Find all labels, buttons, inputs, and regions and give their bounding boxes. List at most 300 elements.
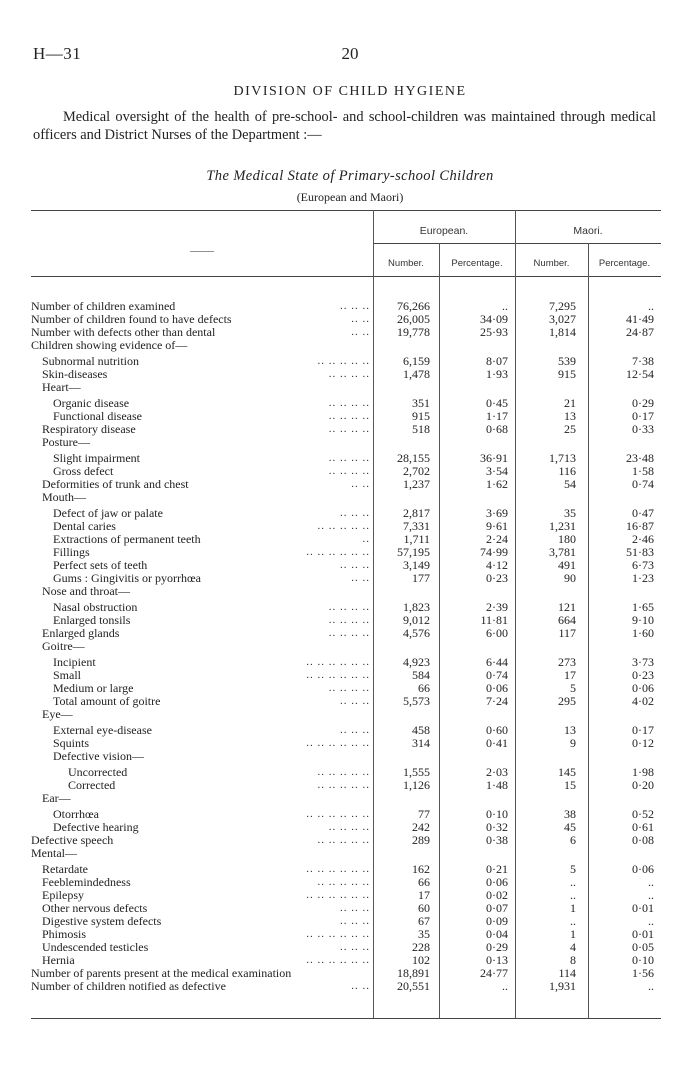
row-leader-dots: .. .. .. .. .. ..: [306, 928, 370, 940]
row-leader-dots: .. .. ..: [340, 559, 370, 571]
cell-maori-percentage: 16·87: [626, 519, 654, 533]
cell-european-number: [373, 847, 430, 860]
table-row: [31, 792, 661, 805]
row-leader-dots: .. .. .. ..: [328, 410, 370, 422]
table-top-rule: [31, 210, 661, 211]
table-subtitle: (European and Maori): [296, 190, 404, 204]
cell-european-percentage: 8·07: [486, 354, 508, 368]
cell-european-percentage: 0·45: [486, 396, 508, 410]
cell-european-percentage: 6·44: [486, 655, 508, 669]
division-title: DIVISION OF CHILD HYGIENE: [233, 84, 467, 99]
row-leader-dots: .. .. .. .. .. ..: [306, 863, 370, 875]
table-row: [31, 491, 661, 504]
table-row: [31, 708, 661, 721]
table-row: [31, 779, 661, 792]
row-label: Eye—: [42, 707, 73, 721]
cell-european-percentage: 1·93: [486, 367, 508, 381]
row-leader-dots: .. .. .. .. .. ..: [306, 808, 370, 820]
cell-european-number: 9,012: [403, 613, 430, 627]
row-label: Slight impairment: [53, 451, 140, 465]
cell-maori-percentage: [591, 640, 654, 653]
cell-maori-percentage: 1·98: [632, 765, 654, 779]
cell-maori-number: 45: [564, 820, 576, 834]
cell-european-number: 1,478: [403, 367, 430, 381]
table-row: [31, 915, 661, 928]
cell-maori-percentage: 0·17: [632, 409, 654, 423]
cell-maori-number: 90: [564, 571, 576, 585]
cell-european-number: 4,576: [403, 626, 430, 640]
medical-state-table: [31, 210, 661, 1022]
table-row: [31, 627, 661, 640]
cell-european-percentage: [443, 436, 508, 449]
cell-european-number: 351: [412, 396, 430, 410]
cell-maori-number: 5: [570, 862, 576, 876]
table-row: [31, 436, 661, 449]
cell-european-number: [373, 436, 430, 449]
cell-european-number: 6,159: [403, 354, 430, 368]
table-row: [31, 478, 661, 491]
cell-european-percentage: 0·09: [486, 914, 508, 928]
cell-european-percentage: 0·32: [486, 820, 508, 834]
cell-maori-number: [521, 640, 576, 653]
row-leader-dots: .. .. .. ..: [328, 465, 370, 477]
cell-maori-number: ..: [570, 888, 576, 902]
cell-european-number: 26,005: [397, 312, 430, 326]
cell-maori-number: 38: [564, 807, 576, 821]
cell-european-number: [373, 491, 430, 504]
cell-european-percentage: 25·93: [480, 325, 508, 339]
page-number: 20: [341, 44, 359, 63]
row-label: Dental caries: [53, 519, 116, 533]
cell-european-percentage: 74·99: [480, 545, 508, 559]
row-leader-dots: .. .. .. .. .. ..: [306, 669, 370, 681]
row-label: Epilepsy: [42, 888, 84, 902]
cell-european-percentage: 34·09: [480, 312, 508, 326]
cell-european-number: 518: [412, 422, 430, 436]
cell-european-number: 76,266: [397, 299, 430, 313]
cell-maori-number: 13: [564, 409, 576, 423]
cell-maori-percentage: 6·73: [632, 558, 654, 572]
cell-maori-number: 539: [558, 354, 576, 368]
row-label: Corrected: [68, 778, 116, 792]
cell-maori-percentage: ..: [648, 875, 654, 889]
cell-european-percentage: 1·48: [486, 778, 508, 792]
cell-european-number: 314: [412, 736, 430, 750]
page-reference: H—31: [33, 44, 82, 63]
cell-maori-number: 145: [558, 765, 576, 779]
cell-european-number: 289: [412, 833, 430, 847]
row-leader-dots: .. .. .. .. ..: [317, 355, 370, 367]
cell-maori-percentage: 0·01: [632, 901, 654, 915]
cell-maori-percentage: 1·56: [632, 966, 654, 980]
row-leader-dots: .. ..: [351, 572, 370, 584]
cell-european-number: 67: [418, 914, 430, 928]
cell-maori-number: 295: [558, 694, 576, 708]
row-label: Gums : Gingivitis or pyorrhœa: [53, 571, 201, 585]
row-label: Incipient: [53, 655, 96, 669]
cell-european-percentage: 36·91: [480, 451, 508, 465]
row-leader-dots: .. .. ..: [340, 941, 370, 953]
table-row: [31, 423, 661, 436]
cell-european-percentage: ..: [502, 299, 508, 313]
cell-european-number: [373, 792, 430, 805]
cell-european-percentage: [443, 847, 508, 860]
cell-maori-number: 54: [564, 477, 576, 491]
column-header-maori-number: Number.: [533, 258, 570, 269]
cell-maori-number: [521, 792, 576, 805]
cell-maori-number: 1,814: [549, 325, 576, 339]
row-leader-dots: .. .. ..: [340, 724, 370, 736]
cell-european-number: 162: [412, 862, 430, 876]
table-body: [31, 300, 661, 993]
table-row: [31, 585, 661, 598]
table-row: [31, 750, 661, 763]
cell-maori-percentage: 0·06: [632, 862, 654, 876]
row-label: Heart—: [42, 380, 81, 394]
row-leader-dots: .. .. .. .. .. ..: [306, 546, 370, 558]
row-label: Enlarged glands: [42, 626, 120, 640]
row-leader-dots: .. .. ..: [340, 915, 370, 927]
stub-header-dash: ——: [190, 243, 214, 257]
cell-european-number: 102: [412, 953, 430, 967]
row-leader-dots: .. .. .. .. .. ..: [306, 737, 370, 749]
cell-maori-percentage: 0·47: [632, 506, 654, 520]
cell-european-percentage: 2·24: [486, 532, 508, 546]
row-label: Squints: [53, 736, 90, 750]
row-label: Nose and throat—: [42, 584, 130, 598]
cell-european-percentage: 1·17: [486, 409, 508, 423]
row-leader-dots: .. ..: [351, 326, 370, 338]
cell-european-percentage: 0·02: [486, 888, 508, 902]
cell-maori-number: 3,027: [549, 312, 576, 326]
cell-european-percentage: 0·68: [486, 422, 508, 436]
row-label: Children showing evidence of—: [31, 338, 188, 352]
cell-maori-percentage: [591, 708, 654, 721]
cell-european-percentage: 0·13: [486, 953, 508, 967]
row-label: Gross defect: [53, 464, 114, 478]
row-label: Phimosis: [42, 927, 87, 941]
row-leader-dots: .. .. .. ..: [328, 452, 370, 464]
row-label: Number of children examined: [31, 299, 176, 313]
cell-maori-number: 915: [558, 367, 576, 381]
row-leader-dots: .. .. ..: [340, 300, 370, 312]
cell-european-percentage: 0·07: [486, 901, 508, 915]
cell-maori-percentage: ..: [648, 888, 654, 902]
cell-maori-number: 664: [558, 613, 576, 627]
row-label: Defect of jaw or palate: [53, 506, 163, 520]
cell-maori-percentage: 0·10: [632, 953, 654, 967]
cell-european-number: 1,711: [403, 532, 430, 546]
cell-maori-percentage: [591, 381, 654, 394]
row-leader-dots: .. .. .. ..: [328, 397, 370, 409]
row-label: Functional disease: [53, 409, 142, 423]
cell-maori-number: 1,713: [549, 451, 576, 465]
cell-european-number: 242: [412, 820, 430, 834]
row-label: Goitre—: [42, 639, 85, 653]
row-label: Number of children found to have defects: [31, 312, 232, 326]
row-label: Posture—: [42, 435, 90, 449]
cell-maori-percentage: ..: [648, 979, 654, 993]
cell-maori-percentage: 0·08: [632, 833, 654, 847]
row-leader-dots: .. .. .. .. ..: [317, 779, 370, 791]
cell-maori-number: ..: [570, 875, 576, 889]
table-bottom-rule: [31, 1018, 661, 1019]
cell-maori-percentage: 24·87: [626, 325, 654, 339]
cell-maori-number: 121: [558, 600, 576, 614]
cell-maori-number: 3,781: [549, 545, 576, 559]
cell-european-number: 7,331: [403, 519, 430, 533]
cell-european-number: 60: [418, 901, 430, 915]
cell-european-number: 20,551: [397, 979, 430, 993]
row-label: Mouth—: [42, 490, 87, 504]
cell-european-percentage: [443, 585, 508, 598]
cell-maori-number: 8: [570, 953, 576, 967]
cell-maori-percentage: 0·17: [632, 723, 654, 737]
cell-maori-number: [521, 381, 576, 394]
cell-maori-percentage: 0·74: [632, 477, 654, 491]
row-label: Digestive system defects: [42, 914, 162, 928]
group-header-rule: [373, 243, 661, 244]
cell-european-percentage: [443, 381, 508, 394]
row-label: Number of parents present at the medical examination: [31, 966, 292, 980]
cell-maori-number: 21: [564, 396, 576, 410]
row-leader-dots: .. .. .. .. ..: [317, 520, 370, 532]
row-leader-dots: .. .. .. .. .. ..: [306, 954, 370, 966]
cell-european-percentage: 0·04: [486, 927, 508, 941]
cell-european-number: 177: [412, 571, 430, 585]
cell-maori-percentage: 12·54: [626, 367, 654, 381]
cell-maori-number: 15: [564, 778, 576, 792]
cell-european-percentage: [443, 792, 508, 805]
table-title: The Medical State of Primary-school Children: [206, 168, 494, 184]
cell-european-number: 19,778: [397, 325, 430, 339]
row-label: Number of children notified as defective: [31, 979, 226, 993]
cell-maori-number: 9: [570, 736, 576, 750]
row-leader-dots: .. .. ..: [340, 902, 370, 914]
row-label: Skin-diseases: [42, 367, 108, 381]
cell-european-percentage: [443, 491, 508, 504]
cell-maori-number: 25: [564, 422, 576, 436]
cell-european-number: 1,555: [403, 765, 430, 779]
table-row: [31, 724, 661, 737]
cell-european-percentage: 0·23: [486, 571, 508, 585]
table-row: [31, 941, 661, 954]
row-leader-dots: .. .. ..: [340, 507, 370, 519]
cell-maori-number: ..: [570, 914, 576, 928]
cell-european-number: [373, 339, 430, 352]
table-row: [31, 876, 661, 889]
row-leader-dots: .. .. .. ..: [328, 423, 370, 435]
row-label: Medium or large: [53, 681, 134, 695]
cell-european-percentage: 0·60: [486, 723, 508, 737]
cell-european-number: 228: [412, 940, 430, 954]
cell-maori-number: 4: [570, 940, 576, 954]
cell-european-number: 57,195: [397, 545, 430, 559]
cell-maori-percentage: [591, 339, 654, 352]
row-leader-dots: .. .. .. ..: [328, 601, 370, 613]
cell-maori-percentage: 0·52: [632, 807, 654, 821]
cell-maori-percentage: 0·61: [632, 820, 654, 834]
cell-european-percentage: 2·03: [486, 765, 508, 779]
cell-maori-percentage: 1·65: [632, 600, 654, 614]
cell-maori-percentage: 9·10: [632, 613, 654, 627]
table-row: [31, 339, 661, 352]
cell-maori-percentage: 0·06: [632, 681, 654, 695]
row-label: Defective vision—: [53, 749, 144, 763]
row-label: Organic disease: [53, 396, 130, 410]
row-label: Other nervous defects: [42, 901, 148, 915]
cell-maori-percentage: 0·33: [632, 422, 654, 436]
table-row: [31, 381, 661, 394]
cell-maori-number: [521, 708, 576, 721]
row-label: Nasal obstruction: [53, 600, 138, 614]
cell-maori-percentage: 0·01: [632, 927, 654, 941]
row-label: Defective hearing: [53, 820, 139, 834]
cell-maori-number: 1,231: [549, 519, 576, 533]
cell-maori-percentage: [591, 491, 654, 504]
row-label: External eye-disease: [53, 723, 152, 737]
row-leader-dots: .. .. .. .. ..: [317, 766, 370, 778]
row-leader-dots: .. .. .. .. .. ..: [306, 656, 370, 668]
cell-european-number: 35: [418, 927, 430, 941]
cell-maori-number: 6: [570, 833, 576, 847]
cell-european-percentage: 4·12: [486, 558, 508, 572]
cell-maori-number: 116: [558, 464, 576, 478]
cell-maori-percentage: 7·38: [632, 354, 654, 368]
cell-maori-percentage: 3·73: [632, 655, 654, 669]
cell-european-number: 2,817: [403, 506, 430, 520]
cell-maori-percentage: [591, 750, 654, 763]
cell-european-number: [373, 381, 430, 394]
column-header-european-number: Number.: [388, 258, 424, 269]
row-leader-dots: .. ..: [351, 980, 370, 992]
row-label: Mental—: [31, 846, 77, 860]
cell-maori-percentage: [591, 585, 654, 598]
row-label: Feeblemindedness: [42, 875, 131, 889]
cell-maori-number: 17: [564, 668, 576, 682]
cell-european-percentage: 0·29: [486, 940, 508, 954]
row-label: Extractions of permanent teeth: [53, 532, 201, 546]
cell-maori-number: 1: [570, 927, 576, 941]
row-leader-dots: .. .. .. ..: [328, 368, 370, 380]
cell-european-number: 77: [418, 807, 430, 821]
row-leader-dots: .. ..: [351, 478, 370, 490]
cell-maori-number: [521, 436, 576, 449]
column-header-maori-percentage: Percentage.: [598, 258, 651, 269]
row-label: Hernia: [42, 953, 75, 967]
cell-european-number: 66: [418, 681, 430, 695]
cell-european-number: 17: [418, 888, 430, 902]
cell-maori-percentage: [591, 792, 654, 805]
cell-maori-number: 7,295: [549, 299, 576, 313]
table-row: [31, 821, 661, 834]
cell-european-percentage: 7·24: [486, 694, 508, 708]
cell-european-percentage: 6·00: [486, 626, 508, 640]
cell-maori-percentage: 0·05: [632, 940, 654, 954]
cell-european-percentage: 24·77: [480, 966, 508, 980]
cell-european-number: 66: [418, 875, 430, 889]
cell-maori-number: [521, 750, 576, 763]
cell-maori-number: 491: [558, 558, 576, 572]
row-leader-dots: .. .. .. .. ..: [317, 834, 370, 846]
table-row: [31, 695, 661, 708]
row-label: Subnormal nutrition: [42, 354, 139, 368]
row-leader-dots: .. .. .. .. ..: [317, 876, 370, 888]
cell-european-number: 5,573: [403, 694, 430, 708]
row-leader-dots: ..: [362, 533, 370, 545]
cell-european-number: [373, 708, 430, 721]
table-row: [31, 980, 661, 993]
cell-maori-percentage: [591, 847, 654, 860]
row-label: Undescended testicles: [42, 940, 149, 954]
column-header-european-percentage: Percentage.: [451, 258, 503, 269]
cell-european-number: 3,149: [403, 558, 430, 572]
cell-european-percentage: [443, 339, 508, 352]
cell-maori-number: [521, 339, 576, 352]
row-label: Otorrhœa: [53, 807, 99, 821]
row-leader-dots: .. .. .. .. .. ..: [306, 889, 370, 901]
cell-european-number: 1,237: [403, 477, 430, 491]
row-label: Small: [53, 668, 82, 682]
cell-maori-percentage: 1·60: [632, 626, 654, 640]
cell-european-percentage: 2·39: [486, 600, 508, 614]
cell-european-percentage: [443, 708, 508, 721]
cell-european-percentage: 0·38: [486, 833, 508, 847]
cell-maori-number: 117: [558, 626, 576, 640]
cell-european-percentage: 0·41: [486, 736, 508, 750]
cell-european-percentage: [443, 640, 508, 653]
cell-european-percentage: 3·54: [486, 464, 508, 478]
cell-maori-percentage: 0·29: [632, 396, 654, 410]
row-label: Uncorrected: [68, 765, 128, 779]
cell-european-percentage: 3·69: [486, 506, 508, 520]
row-label: Fillings: [53, 545, 90, 559]
cell-maori-number: 35: [564, 506, 576, 520]
row-label: Retardate: [42, 862, 88, 876]
row-label: Perfect sets of teeth: [53, 558, 148, 572]
cell-maori-percentage: 1·23: [632, 571, 654, 585]
cell-european-percentage: 0·74: [486, 668, 508, 682]
cell-european-number: 915: [412, 409, 430, 423]
row-label: Total amount of goitre: [53, 694, 161, 708]
row-leader-dots: .. .. .. ..: [328, 821, 370, 833]
cell-european-number: 28,155: [397, 451, 430, 465]
header-bottom-rule: [31, 276, 661, 277]
cell-european-number: 1,823: [403, 600, 430, 614]
cell-maori-number: 114: [558, 966, 576, 980]
cell-maori-number: [521, 491, 576, 504]
cell-european-percentage: [443, 750, 508, 763]
cell-maori-percentage: 4·02: [632, 694, 654, 708]
cell-european-number: 458: [412, 723, 430, 737]
row-label: Number with defects other than dental: [31, 325, 216, 339]
row-label: Enlarged tonsils: [53, 613, 131, 627]
row-leader-dots: .. .. .. ..: [328, 627, 370, 639]
page-header: [33, 44, 667, 66]
cell-maori-number: 1,931: [549, 979, 576, 993]
row-label: Respiratory disease: [42, 422, 136, 436]
row-label: Defective speech: [31, 833, 114, 847]
row-leader-dots: .. .. .. ..: [328, 614, 370, 626]
table-row: [31, 640, 661, 653]
table-row: [31, 834, 661, 847]
cell-maori-percentage: 41·49: [626, 312, 654, 326]
row-leader-dots: .. .. ..: [340, 695, 370, 707]
row-leader-dots: .. ..: [351, 313, 370, 325]
cell-maori-number: 5: [570, 681, 576, 695]
group-header-european: European.: [419, 225, 469, 237]
cell-european-number: 4,923: [403, 655, 430, 669]
